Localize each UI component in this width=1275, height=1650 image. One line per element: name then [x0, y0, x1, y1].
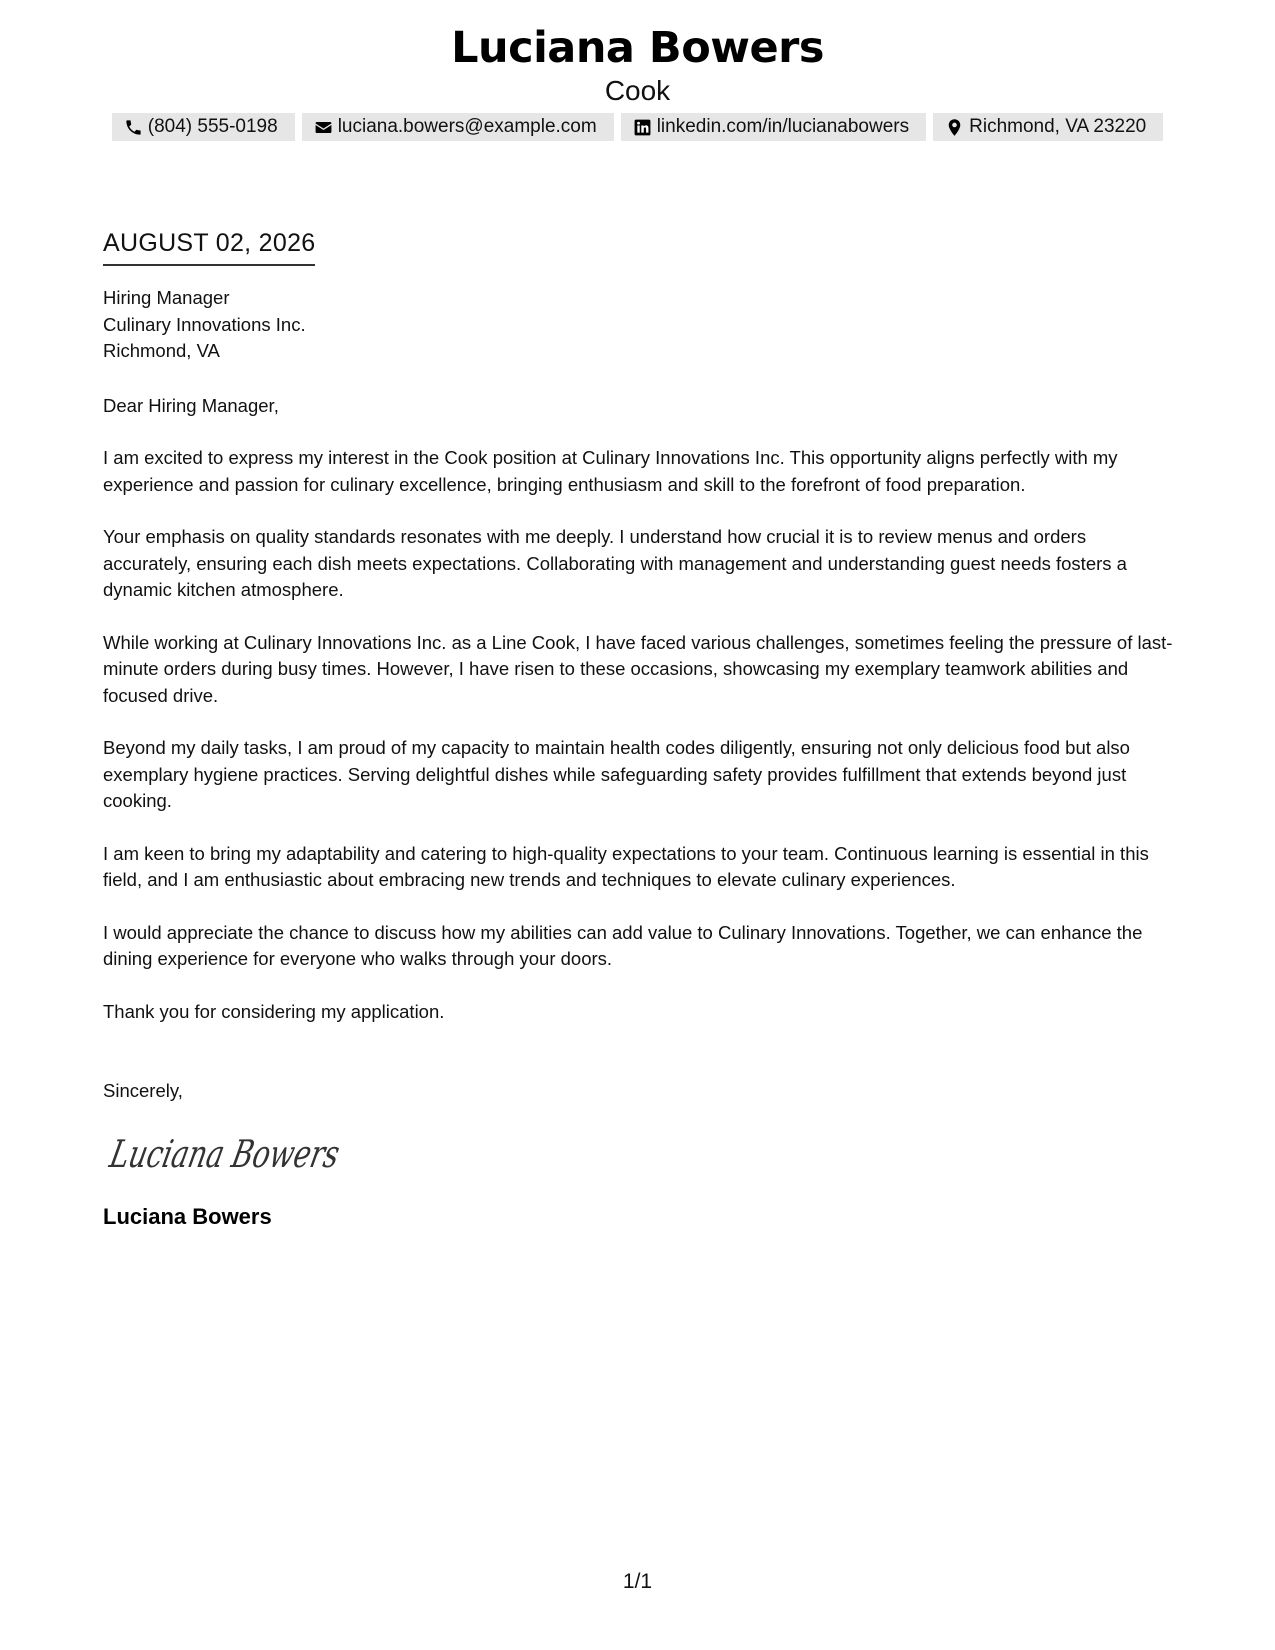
handwritten-signature — [105, 1125, 1178, 1185]
body-paragraph: Your emphasis on quality standards resonates with me deeply. I understand how crucial it is to review menus and orders accurately, ensuring each dish meets expectations. Collaborating with management and understanding guest needs fosters a dynamic kitchen atmosphere. — [103, 526, 1127, 600]
letter-header — [0, 22, 1275, 106]
signer-name: Luciana Bowers — [103, 1203, 272, 1229]
page-number: 1/1 — [622, 1570, 653, 1593]
body-paragraph: I am excited to express my interest in the Cook position at Culinary Innovations Inc. This opportunity aligns perfectly with my experience and passion for culinary excellence, bringing enthusiasm and skill to the forefront of food preparation. — [103, 447, 1118, 495]
map-pin-icon — [945, 118, 964, 137]
body-paragraph: Thank you for considering my application. — [103, 1000, 445, 1022]
body-paragraph: I would appreciate the chance to discuss how my abilities can add value to Culinary Innovations. Together, we can enhance the dining experience for everyone who walks through your doors. — [103, 921, 1143, 969]
job-title: Cook — [604, 75, 671, 106]
salutation: Dear Hiring Manager, — [103, 394, 279, 416]
contact-email[interactable] — [302, 113, 614, 141]
location-text: Richmond, VA 23220 — [969, 116, 1147, 137]
contact-bar — [0, 113, 1275, 141]
email-text: luciana.bowers@example.com — [337, 116, 597, 137]
linkedin-icon — [633, 118, 652, 137]
body-paragraph: Beyond my daily tasks, I am proud of my capacity to maintain health codes diligently, ensuring not only delicious food but also exemplary hygiene practices. Serving delightful dishes while safeguarding safety provides fulfillment that extends beyond just cooking. — [103, 737, 1130, 811]
letter-body — [103, 285, 1178, 1231]
contact-location — [933, 113, 1163, 141]
phone-text: (804) 555-0198 — [147, 116, 278, 137]
recipient-location: Richmond, VA — [103, 340, 220, 361]
body-paragraph: While working at Culinary Innovations Inc. as a Line Cook, I have faced various challenges, sometimes feeling the pressure of last-minute orders during busy times. However, I have risen to these occasions, showcasing my exemplary teamwork abilities and focused drive. — [103, 631, 1173, 706]
linkedin-text: linkedin.com/in/lucianabowers — [656, 116, 910, 137]
recipient-company: Culinary Innovations Inc. — [103, 313, 306, 335]
contact-phone — [112, 113, 295, 141]
letter-date-block — [103, 226, 315, 266]
recipient-title: Hiring Manager — [103, 287, 230, 308]
signature-image — [105, 1125, 424, 1185]
closing: Sincerely, — [103, 1080, 183, 1101]
letter-date: AUGUST 02, 2026 — [103, 226, 315, 266]
recipient-block — [103, 285, 1178, 365]
applicant-name: Luciana Bowers — [451, 23, 824, 73]
contact-linkedin[interactable] — [621, 113, 926, 141]
body-paragraph: I am keen to bring my adaptability and catering to high-quality expectations to your team. Continuous learning is essential in this field, and I am enthusiastic about embracing new trends and techniques to elevate culinary experiences. — [103, 842, 1149, 890]
phone-icon — [124, 118, 143, 137]
svg-text:Luciana Bowers: Luciana Bowers — [105, 1131, 424, 1177]
envelope-icon — [314, 118, 333, 137]
